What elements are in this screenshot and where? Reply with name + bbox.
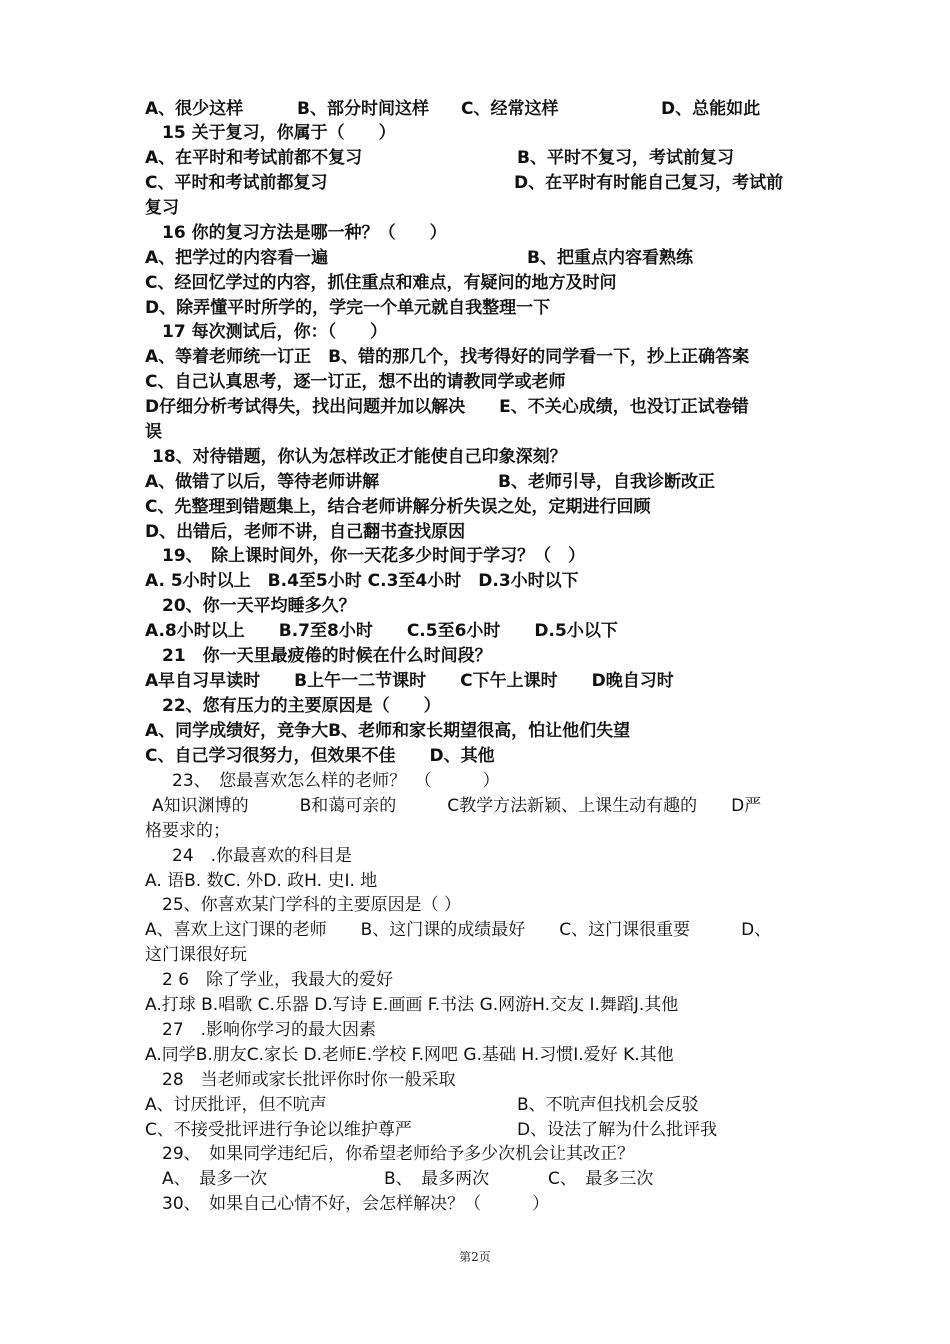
q29-option-a: A、 最多一次 <box>162 1169 268 1189</box>
q29-stem: 29、 如果同学违纪后，你希望老师给予多少次机会让其改正？ <box>162 1144 635 1164</box>
q21-stem: 21 你一天里最疲倦的时候在什么时间段？ <box>162 646 492 666</box>
q28-option-d: D、设法了解为什么批评我 <box>517 1120 718 1140</box>
q15-option-b: B、平时不复习，考试前复习 <box>517 148 734 168</box>
q28-option-b: B、不吭声但找机会反驳 <box>517 1095 699 1115</box>
q20-stem: 20、你一天平均睡多久？ <box>162 596 356 616</box>
q19-options: A. 5小时以上 B.4至5小时 C.3至4小时 D.3小时以下 <box>145 571 579 591</box>
q14-option-a: A、很少这样 <box>145 99 244 119</box>
q16-option-b: B、把重点内容看熟练 <box>527 248 693 268</box>
q18-option-d: D、出错后，老师不讲，自己翻书查找原因 <box>145 522 466 542</box>
q22-option-cd: C、自己学习很努力，但效果不佳 D、其他 <box>145 746 495 766</box>
q29-option-c: C、 最多三次 <box>548 1169 654 1189</box>
q23-options: A知识渊博的 B和蔼可亲的 C教学方法新颖、上课生动有趣的 D严 <box>152 796 762 816</box>
q21-options: A早自习早读时 B上午一二节课时 C下午上课时 D晚自习时 <box>145 671 674 691</box>
q15-option-c: C、平时和考试前都复习 <box>145 173 328 193</box>
q24-options: A. 语B. 数C. 外D. 政H. 史I. 地 <box>145 871 378 891</box>
page-number: 第2页 <box>459 1250 491 1264</box>
q17-option-ab: A、等着老师统一订正 B、错的那几个，找考得好的同学看一下，抄上正确答案 <box>145 347 750 367</box>
q15-stem: 15 关于复习，你属于（ ） <box>162 123 396 143</box>
q16-option-c: C、经回忆学过的内容，抓住重点和难点，有疑问的地方及时问 <box>145 273 617 293</box>
q14-option-b: B、部分时间这样 <box>297 99 429 119</box>
q16-option-a: A、把学过的内容看一遍 <box>145 248 329 268</box>
q25-options: A、喜欢上这门课的老师 B、这门课的成绩最好 C、这门课很重要 D、 <box>145 920 772 940</box>
q19-stem: 19、 除上课时间外，你一天花多少时间于学习？（ ） <box>162 546 586 566</box>
q23-stem: 23、 您最喜欢怎么样的老师？ （ ） <box>172 771 500 791</box>
q17-stem: 17 每次测试后，你：（ ） <box>162 322 388 342</box>
q18-option-b: B、老师引导，自我诊断改正 <box>498 472 715 492</box>
q28-stem: 28 当老师或家长批评你时你一般采取 <box>162 1070 456 1090</box>
q23-options-continued: 格要求的； <box>145 821 230 841</box>
q26-options: A.打球 B.唱歌 C.乐器 D.写诗 E.画画 F.书法 G.网游H.交友 I.舞蹈J.其他 <box>145 995 679 1015</box>
q14-option-d: D、总能如此 <box>661 99 761 119</box>
q15-option-d: D、在平时有时能自己复习，考试前 <box>514 173 784 193</box>
q30-stem: 30、 如果自己心情不好，会怎样解决？（ ） <box>162 1194 550 1214</box>
q27-stem: 27 .影响你学习的最大因素 <box>162 1020 377 1040</box>
q16-option-d: D、除弄懂平时所学的，学完一个单元就自我整理一下 <box>145 298 551 318</box>
q28-option-c: C、不接受批评进行争论以维护尊严 <box>145 1120 412 1140</box>
q26-stem: 2 6 除了学业，我最大的爱好 <box>162 970 394 990</box>
q22-stem: 22、您有压力的主要原因是（ ） <box>162 696 441 716</box>
q15-option-a: A、在平时和考试前都不复习 <box>145 148 363 168</box>
q24-stem: 24 .你最喜欢的科目是 <box>172 846 353 866</box>
q16-stem: 16 你的复习方法是哪一种？（ ） <box>162 223 447 243</box>
q28-option-a: A、讨厌批评，但不吭声 <box>145 1095 327 1115</box>
q17-option-de-continued: 误 <box>145 422 162 442</box>
q18-option-c: C、先整理到错题集上，结合老师讲解分析失误之处，定期进行回顾 <box>145 497 651 517</box>
q25-options-continued: 这门课很好玩 <box>145 945 247 965</box>
q18-option-a: A、做错了以后，等待老师讲解 <box>145 472 380 492</box>
q29-option-b: B、 最多两次 <box>384 1169 490 1189</box>
q15-option-d-continued: 复习 <box>145 198 179 218</box>
q17-option-c: C、自己认真思考，逐一订正，想不出的请教同学或老师 <box>145 372 566 392</box>
q20-options: A.8小时以上 B.7至8小时 C.5至6小时 D.5小以下 <box>145 621 618 641</box>
q25-stem: 25、你喜欢某门学科的主要原因是（ ） <box>162 895 462 915</box>
q14-option-c: C、经常这样 <box>461 99 559 119</box>
q27-options: A.同学B.朋友C.家长 D.老师E.学校 F.网吧 G.基础 H.习惯I.爱好 K.其他 <box>145 1045 674 1065</box>
q22-option-ab: A、同学成绩好，竞争大B、老师和家长期望很高，怕让他们失望 <box>145 721 631 741</box>
q17-option-de: D仔细分析考试得失，找出问题并加以解决 E、不关心成绩，也没订正试卷错 <box>145 397 749 417</box>
q18-stem: 18、对待错题，你认为怎样改正才能使自己印象深刻？ <box>152 447 567 467</box>
